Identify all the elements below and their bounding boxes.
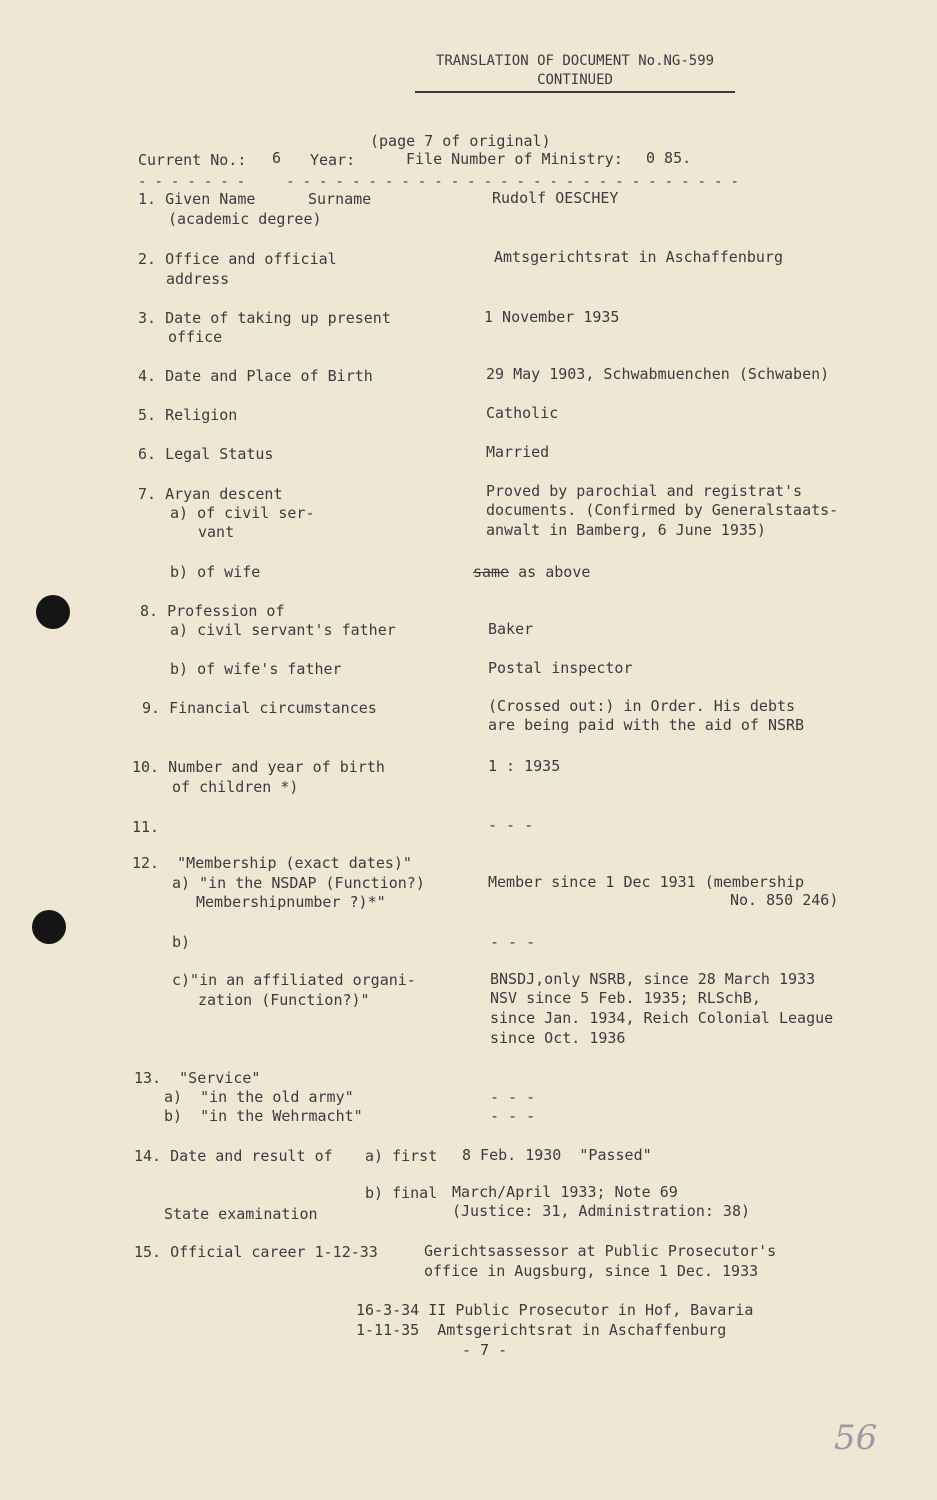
- item-13-label: 13. "Service": [134, 1069, 261, 1087]
- header-subtitle: CONTINUED: [537, 72, 613, 88]
- item-11-value: - - -: [488, 816, 534, 834]
- punch-hole-top: [36, 595, 70, 629]
- item-2-value: Amtsgerichtsrat in Aschaffenburg: [494, 248, 783, 266]
- item-13b-label: b) "in the Wehrmacht": [164, 1107, 363, 1125]
- item-7b-value-text: as above: [509, 563, 591, 581]
- item-12a-label: a) "in the NSDAP (Function?): [172, 874, 425, 892]
- page-footer: - 7 -: [462, 1341, 508, 1359]
- item-8-label: 8. Profession of: [140, 602, 285, 620]
- page-note: (page 7 of original): [370, 132, 551, 150]
- item-11-label: 11.: [132, 818, 160, 836]
- item-12c-label: c)"in an affiliated organi-: [172, 971, 416, 989]
- item-13a-value: - - -: [490, 1088, 536, 1106]
- item-14-label: 14. Date and result of: [134, 1147, 333, 1165]
- item-14b-label: b) final: [365, 1184, 438, 1202]
- item-2-label: 2. Office and official: [138, 250, 337, 268]
- item-12c-value-line2: NSV since 5 Feb. 1935; RLSchB,: [490, 989, 761, 1007]
- item-4-value: 29 May 1903, Schwabmuenchen (Schwaben): [486, 365, 830, 383]
- item-1-label: 1. Given Name: [138, 190, 256, 208]
- item-14-label-cont: State examination: [164, 1205, 318, 1223]
- item-10-label: 10. Number and year of birth: [132, 758, 385, 776]
- struck-word: same: [473, 563, 510, 581]
- item-1-label-surname: Surname: [308, 190, 372, 208]
- file-number-value: 0 85.: [646, 149, 692, 167]
- item-9-value-line2: are being paid with the aid of NSRB: [488, 716, 805, 734]
- item-1-value: Rudolf OESCHEY: [492, 189, 619, 207]
- item-12c-value-line1: BNSDJ,only NSRB, since 28 March 1933: [490, 970, 816, 988]
- item-10-value: 1 : 1935: [488, 757, 561, 775]
- handwritten-page-number: 56: [834, 1418, 878, 1458]
- item-3-value: 1 November 1935: [484, 308, 620, 326]
- item-15-value-line2: office in Augsburg, since 1 Dec. 1933: [424, 1262, 759, 1280]
- career-entry-2: 16-3-34 II Public Prosecutor in Hof, Bavaria: [356, 1301, 754, 1319]
- item-13b-value: - - -: [490, 1107, 536, 1125]
- divider-dashes: - - - - - - - - - - - - - - - - - - - - - - - - - - - - - - - - - - -: [138, 174, 739, 190]
- item-9-label: 9. Financial circumstances: [142, 699, 377, 717]
- item-5-label: 5. Religion: [138, 406, 238, 424]
- item-6-label: 6. Legal Status: [138, 445, 274, 463]
- item-7-label: 7. Aryan descent: [138, 485, 283, 503]
- item-9-value-line1: (Crossed out:) in Order. His debts: [488, 697, 796, 715]
- item-1-label-degree: (academic degree): [168, 210, 322, 228]
- item-7a-value-line1: Proved by parochial and registrat's: [486, 482, 803, 500]
- item-10-label-cont: of children *): [172, 778, 299, 796]
- item-12c-value-line4: since Oct. 1936: [490, 1029, 626, 1047]
- document-header: [415, 52, 735, 90]
- item-12b-value: - - -: [490, 933, 536, 951]
- item-3-label: 3. Date of taking up present: [138, 309, 391, 327]
- item-8b-label: b) of wife's father: [170, 660, 342, 678]
- item-12c-value-line3: since Jan. 1934, Reich Colonial League: [490, 1009, 834, 1027]
- item-14b-value: March/April 1933; Note 69: [452, 1183, 678, 1201]
- item-8a-label: a) civil servant's father: [170, 621, 396, 639]
- item-12a-value-line2: No. 850 246): [730, 891, 839, 909]
- item-4-label: 4. Date and Place of Birth: [138, 367, 373, 385]
- item-12b-label: b): [172, 933, 191, 951]
- header-title: TRANSLATION OF DOCUMENT No.NG-599: [435, 53, 715, 69]
- item-2-label-cont: address: [166, 270, 230, 288]
- current-no-label: Current No.:: [138, 151, 247, 169]
- punch-hole-bottom: [32, 910, 66, 944]
- item-12-label: 12. "Membership (exact dates)": [132, 854, 412, 872]
- item-5-value: Catholic: [486, 404, 559, 422]
- item-7a-value-line3: anwalt in Bamberg, 6 June 1935): [486, 521, 766, 539]
- item-15-value-line1: Gerichtsassessor at Public Prosecutor's: [424, 1242, 777, 1260]
- item-15-label: 15. Official career 1-12-33: [134, 1243, 378, 1261]
- item-12c-label-cont: zation (Function?)": [198, 991, 370, 1009]
- item-7a-value-line2: documents. (Confirmed by Generalstaats-: [486, 501, 839, 519]
- item-8b-value: Postal inspector: [488, 659, 633, 677]
- item-7b-value: [473, 563, 590, 582]
- item-7b-label: b) of wife: [170, 563, 261, 581]
- item-12a-value-line1: Member since 1 Dec 1931 (membership: [488, 873, 805, 891]
- file-number-label: File Number of Ministry:: [406, 150, 623, 168]
- item-14a-label: a) first: [365, 1147, 438, 1165]
- item-14a-value: 8 Feb. 1930 "Passed": [462, 1146, 652, 1164]
- item-12a-label-cont: Membershipnumber ?)*": [196, 893, 386, 911]
- year-label: Year:: [310, 151, 356, 169]
- item-6-value: Married: [486, 443, 550, 461]
- career-entry-3: 1-11-35 Amtsgerichtsrat in Aschaffenburg: [356, 1321, 727, 1339]
- current-no-value: 6: [272, 149, 282, 167]
- item-13a-label: a) "in the old army": [164, 1088, 354, 1106]
- item-7a-label-cont: vant: [198, 523, 235, 541]
- item-3-label-cont: office: [168, 328, 223, 346]
- item-14b-value-cont: (Justice: 31, Administration: 38): [452, 1202, 751, 1220]
- header-underline: [415, 91, 735, 93]
- item-7a-label: a) of civil ser-: [170, 504, 315, 522]
- item-8a-value: Baker: [488, 620, 534, 638]
